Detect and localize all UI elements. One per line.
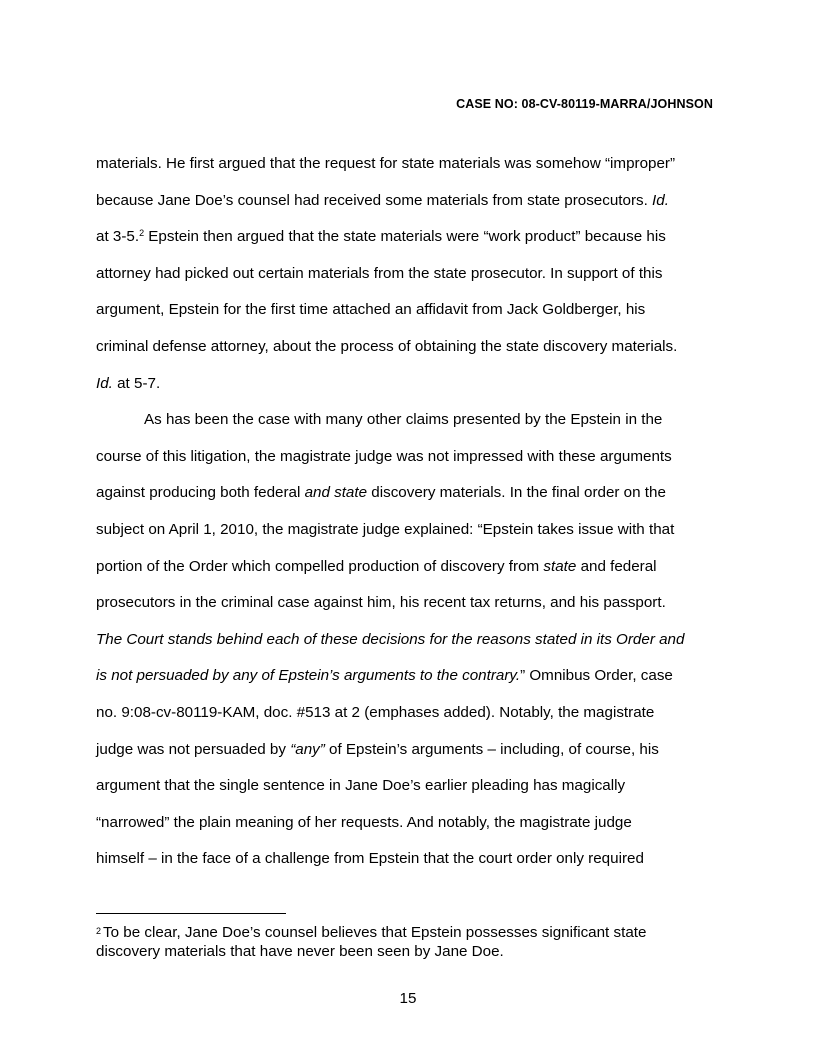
- text-line: himself – in the face of a challenge from Epstein that the court order only required: [96, 850, 644, 868]
- footnote-marker: 2: [96, 926, 102, 936]
- text-line: argument that the single sentence in Jane Doe’s earlier pleading has magically: [96, 777, 626, 795]
- text-line: [96, 622, 726, 659]
- text-line: As has been the case with many other claims presented by the Epstein in the: [144, 411, 663, 429]
- citation-id: Id.: [96, 374, 113, 392]
- emphasis: state: [543, 557, 577, 575]
- footnote: [96, 923, 736, 961]
- emphasis: is not persuaded by any of Epstein’s arguments to the contrary.: [96, 667, 521, 685]
- text-line: because Jane Doe’s counsel had received some materials from state prosecutors. Id.: [96, 191, 669, 209]
- text-line: Id. at 5-7.: [96, 374, 161, 392]
- emphasis: The Court stands behind each of these decisions for the reasons stated in its Order and: [96, 630, 685, 648]
- text-line: is not persuaded by any of Epstein’s arguments to the contrary.” Omnibus Order, case: [96, 667, 673, 685]
- text-line: at 3-5.$^2$ Epstein then argued that the state materials were “work product” because his: [96, 228, 666, 246]
- page-number: 15: [399, 990, 417, 1007]
- text-line: materials. He first argued that the request for state materials was somehow “improper”: [96, 155, 676, 172]
- paragraph-magistrate-order: [96, 402, 726, 878]
- paragraph-continuation: [96, 146, 726, 402]
- text-line: course of this litigation, the magistrate judge was not impressed with these arguments: [96, 447, 672, 465]
- citation-id: Id.: [652, 191, 669, 209]
- text-line: portion of the Order which compelled production of discovery from state and federal: [96, 557, 657, 575]
- emphasis: “any”: [290, 740, 325, 758]
- text-line: attorney had picked out certain materials from the state prosecutor. In support of this: [96, 264, 663, 282]
- footnote-reference: 2: [139, 228, 145, 239]
- footnote-separator: [96, 913, 286, 914]
- text-line: no. 9:08-cv-80119-KAM, doc. #513 at 2 (emphases added). Notably, the magistrate: [96, 703, 655, 721]
- text-line: subject on April 1, 2010, the magistrate judge explained: “Epstein takes issue with that: [96, 520, 675, 538]
- text-line: judge was not persuaded by “any” of Epstein’s arguments – including, of course, his: [96, 740, 659, 758]
- text-line: “narrowed” the plain meaning of her requests. And notably, the magistrate judge: [96, 813, 632, 831]
- emphasis: and state: [304, 484, 368, 502]
- footnote-line: discovery materials that have never been seen by Jane Doe.: [96, 943, 504, 960]
- footnote-line: $^2$ To be clear, Jane Doe’s counsel believes that Epstein possesses significant state: [96, 924, 647, 941]
- text-line: prosecutors in the criminal case against him, his recent tax returns, and his passport.: [96, 594, 666, 612]
- text-line: argument, Epstein for the first time attached an affidavit from Jack Goldberger, his: [96, 301, 646, 319]
- text-line: against producing both federal and state discovery materials. In the final order on the: [96, 484, 666, 502]
- case-number-header: CASE NO: 08-CV-80119-MARRA/JOHNSON: [456, 97, 713, 111]
- text-line: criminal defense attorney, about the process of obtaining the state discovery materials.: [96, 337, 678, 355]
- body-text: [96, 146, 726, 878]
